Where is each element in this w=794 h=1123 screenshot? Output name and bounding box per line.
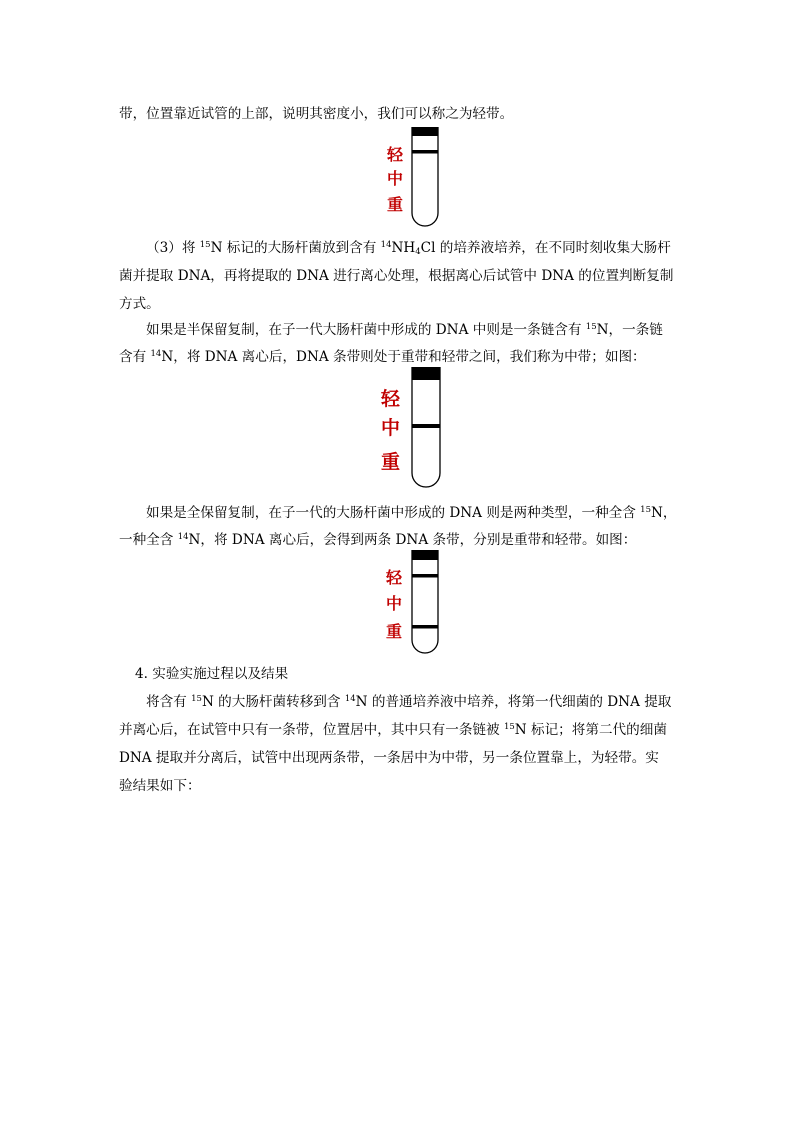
fully-conservative-line-1: 如果是全保留复制，在子一代的大肠杆菌中形成的 DNA 则是两种类型，一种全含 $^{15}$N， xyxy=(146,505,677,521)
tube-cap xyxy=(412,550,438,560)
label-light: 轻 xyxy=(386,568,403,587)
section-4-heading: 4. 实验实施过程以及结果 xyxy=(135,666,289,682)
label-middle: 中 xyxy=(387,169,404,188)
heavy-band xyxy=(412,625,438,629)
semi-conservative-line-2: 含有 $^{14}$N，将 DNA 离心后，DNA 条带则处于重带和轻带之间，我们称为中带；如图： xyxy=(119,349,646,365)
intro-text-tail: 带，位置靠近试管的上部，说明其密度小，我们可以称之为轻带。 xyxy=(119,106,514,122)
tube-cap xyxy=(412,367,440,380)
para-3-line-2: 菌并提取 DNA，再将提取的 DNA 进行离心处理，根据离心后试管中 DNA 的位置判断复制 xyxy=(119,268,674,284)
test-tube-2 xyxy=(410,366,442,490)
fully-conservative-line-2: 一种全含 $^{14}$N，将 DNA 离心后，会得到两条 DNA 条带，分别是重带和轻带。如图： xyxy=(119,532,637,548)
test-tube-3 xyxy=(410,549,440,655)
label-heavy: 重 xyxy=(387,195,404,214)
label-heavy: 重 xyxy=(381,451,401,473)
semi-conservative-line-1: 如果是半保留复制，在子一代大肠杆菌中形成的 DNA 中则是一条链含有 $^{15}$N，一条链 xyxy=(146,322,663,338)
label-heavy: 重 xyxy=(386,622,403,641)
tube-cap xyxy=(412,127,438,136)
label-light: 轻 xyxy=(387,145,404,164)
para-3-line-1: （3）将 $^{15}$N 标记的大肠杆菌放到含有 $^{14}NH_4Cl$ 的培养液培养，在不同时刻收集大肠杆 xyxy=(146,240,671,257)
para-3-line-3: 方式。 xyxy=(119,296,160,312)
label-middle: 中 xyxy=(381,417,401,439)
label-light: 轻 xyxy=(381,388,401,410)
section-4-line-4: 验结果如下： xyxy=(119,778,201,794)
light-band xyxy=(412,574,438,578)
light-band xyxy=(412,150,438,154)
section-4-line-1: 将含有 $^{15}$N 的大肠杆菌转移到含 $^{14}$N 的普通培养液中培养，将第一代细菌的 DNA 提取 xyxy=(146,694,672,710)
section-4-line-3: DNA 提取并分离后，试管中出现两条带，一条居中为中带，另一条位置靠上，为轻带。实 xyxy=(119,750,659,766)
test-tube-1 xyxy=(410,126,440,228)
section-4-line-2: 并离心后，在试管中只有一条带，位置居中，其中只有一条链被 $^{15}$N 标记；将第二代的细菌 xyxy=(119,722,667,738)
middle-band xyxy=(412,424,440,428)
label-middle: 中 xyxy=(386,594,403,613)
